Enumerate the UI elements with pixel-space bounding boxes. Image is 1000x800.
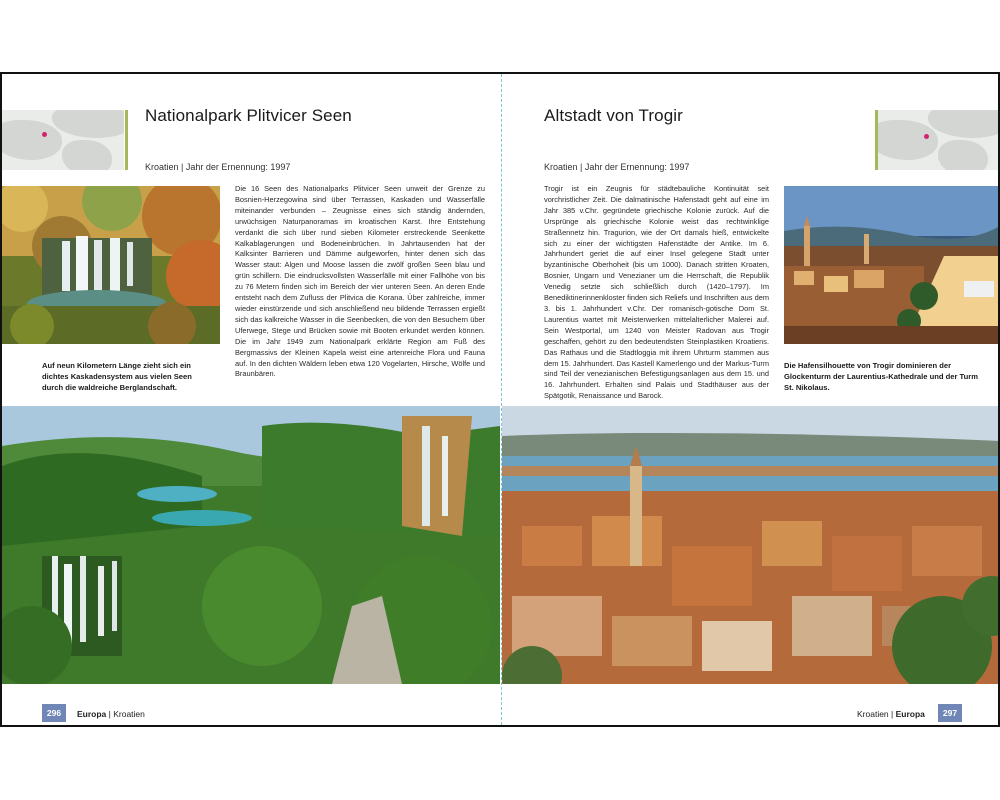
harbour-photo: [784, 186, 1000, 344]
article-body: Die 16 Seen des Nationalparks Plitvicer Seen unweit der Grenze zu Bosnien-Herzegowina sind über Terrassen, Kaskaden und Wasserfälle miteinander verbunden – Zeugnisse eines sich ständig ändernden, urwüchsigen Naturpanoramas im kroatischen Karst. Ihre Entstehung verdankt die sich über rund sieben Kilometer erstreckende Seenkette Kalkablagerungen und Bodeneinbrüchen. In Jahrtausenden hat der Kalksinter Barrieren und Dämme aufgeworfen, hinter denen sich das Wasser staut: Algen und Moose lassen die zwölf großen Seen blau und grün schillern. Die eindrucksvollsten Wasserfälle mit einer Fallhöhe von bis zu 76 Metern finden sich im Bereich der vier unteren Seen. An deren Ende entsteht nach dem Zufluss der Plitvica die Korana. Über zahlreiche, immer wieder einstürzende und sich anschließend neu bildende Terrassen ergießt sich das kalkreiche Wasser in die Seenbecken, die von den Besuchern über Uferwege, Stege und Brücken sowie mit Booten erkundet werden können. Die im Jahr 1949 zum Nationalpark erklärte Region am Fuß des Bergmassivs der Kleinen Kapela weist eine artenreiche Flora und Fauna auf. In den dichten Wäldern leben etwa 120 Vogelarten, Hirsche, Wölfe und Braunbären.: [235, 184, 485, 379]
footer-region: Europa: [77, 709, 107, 719]
running-footer: [857, 709, 925, 719]
footer-separator: |: [106, 709, 114, 719]
footer-separator: |: [888, 709, 896, 719]
lakes-panorama-photo: [2, 406, 500, 684]
page-number: 297: [938, 704, 962, 722]
location-marker-icon: [42, 132, 47, 137]
photo-caption: Die Hafensilhouette von Trogir dominieren der Glockenturm der Laurentius-Kathedrale und der Turm St. Nikolaus.: [784, 361, 978, 392]
page-number: 296: [42, 704, 66, 722]
running-footer: [77, 709, 145, 719]
article-body: Trogir ist ein Zeugnis für städtebauliche Kontinuität seit vorchristlicher Zeit. Die dalmatinische Hafenstadt geht auf eine im Jahr 385 v.Chr. gegründete griechische Kolonie zurück. Auf die Ursprünge als griechische Kolonie weist das rechtwinklige Straßennetz hin. Tragurion, wie der Ort damals hieß, entwickelte sich zu einer der wichtigsten Hafenstädte der Antike. Im 6. Jahrhundert geriet die auf einer Insel gelegene Stadt unter byzantinische Oberhoheit (bis um 1000). Danach stritten Kroaten, Bosnier, Ungarn und Venezianer um die Herrschaft, die Republik Venedig setzte sich schließlich durch (1420–1797). Im Benediktinerinnenkloster finden sich Reliefs und Inschriften aus dem 3. bis 1. Jahrhundert v.Chr. Der romanisch-gotische Dom St. Laurentius wartet mit Meisterwerken mittelalterlicher Malerei auf. Sein Westportal, um 1240 von Meister Radovan aus Trogir geschaffen, gehört zu den bedeutendsten Steinplastiken Kroatiens. Das Rathaus und die Stadtloggia mit ihrem Uhrturm stammen aus dem 15. Jahrhundert. Das Kastell Kamerlengo und der Markus-Turm sind Teil der venezianischen Befestigungsanlagen aus dem 15. und 16. Jahrhundert. Erhalten sind Palais und Stadthäuser aus der Spätgotik, Renaissance und Barock.: [544, 184, 769, 401]
left-page: [2, 74, 500, 725]
page-title: Nationalpark Plitvicer Seen: [145, 106, 352, 125]
locator-map-europe-icon: [2, 110, 124, 170]
locator-map-europe-icon: [878, 110, 1000, 170]
designation-meta: Kroatien | Jahr der Ernennung: 1997: [145, 162, 291, 172]
book-spread: [0, 72, 1000, 727]
right-page: [502, 74, 1000, 725]
footer-country: Kroatien: [857, 709, 889, 719]
photo-caption: Auf neun Kilometern Länge zieht sich ein dichtes Kaskadensystem aus vielen Seen durch die waldreiche Berglandschaft.: [42, 361, 192, 392]
trogir-aerial-photo: [502, 406, 1000, 684]
waterfall-photo: [2, 186, 220, 344]
designation-meta: Kroatien | Jahr der Ernennung: 1997: [544, 162, 690, 172]
footer-region: Europa: [895, 709, 925, 719]
accent-bar: [125, 110, 128, 170]
footer-country: Kroatien: [113, 709, 145, 719]
page-title: Altstadt von Trogir: [544, 106, 683, 125]
location-marker-icon: [924, 134, 929, 139]
